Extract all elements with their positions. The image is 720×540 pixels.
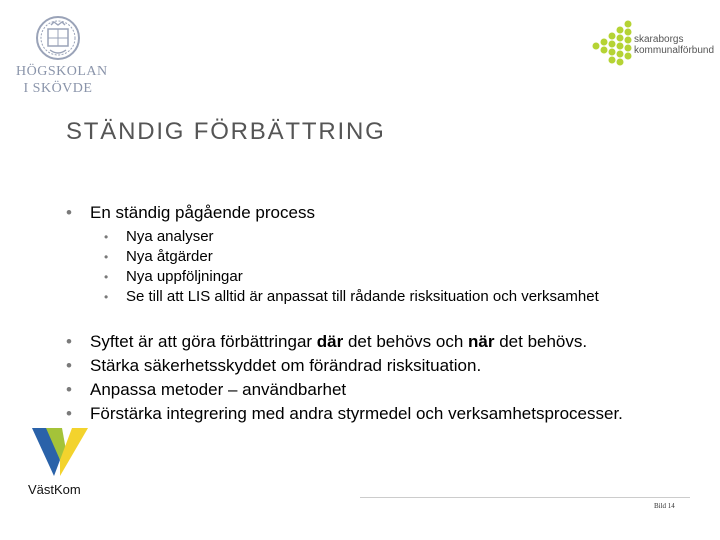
- sub-bullet-list: [104, 227, 624, 305]
- partner-name-line-2: kommunalförbund: [634, 45, 715, 56]
- dots-cluster-icon: [592, 20, 638, 70]
- university-crest-icon: [35, 14, 81, 62]
- purpose-text-1: Syftet är att göra förbättringar: [90, 332, 317, 351]
- bullet-list: [66, 330, 696, 426]
- university-logo: [16, 14, 108, 96]
- bullet-integration: • Förstärka integrering med andra styrmedel och verksamhetsprocesser.: [66, 402, 696, 426]
- partner-name-line-1: skaraborgs: [634, 34, 684, 45]
- footer-divider: [360, 497, 690, 498]
- sub-bullet: • Se till att LIS alltid är anpassat till rådande risksituation och verksamhet: [104, 287, 624, 305]
- purpose-emphasis-where: där: [316, 332, 344, 351]
- vastkom-v-icon: [32, 424, 88, 476]
- purpose-text-3: det behövs.: [494, 332, 588, 351]
- bullet-process: • En ständig pågående process: [66, 201, 696, 225]
- university-name-line-1: HÖGSKOLAN: [16, 64, 108, 79]
- partner-logo: [592, 20, 715, 70]
- bullet-methods: • Anpassa metoder – användbarhet: [66, 378, 696, 402]
- vastkom-name: VästKom: [28, 482, 81, 497]
- page-number: Bild 14: [654, 502, 675, 510]
- bullet-purpose: [66, 330, 696, 354]
- sub-bullet: • Nya uppföljningar: [104, 267, 624, 287]
- university-name-line-2: I SKÖVDE: [23, 81, 93, 96]
- main-bullet-list: [66, 201, 696, 225]
- purpose-emphasis-when: när: [468, 332, 495, 351]
- slide-title: STÄNDIG FÖRBÄTTRING: [66, 118, 386, 145]
- sub-bullet: • Nya åtgärder: [104, 247, 624, 267]
- vastkom-logo: [28, 424, 92, 497]
- bullet-security: • Stärka säkerhetsskyddet om förändrad risksituation.: [66, 354, 696, 378]
- sub-bullet: • Nya analyser: [104, 227, 624, 247]
- purpose-text-2: det behövs och: [343, 332, 469, 351]
